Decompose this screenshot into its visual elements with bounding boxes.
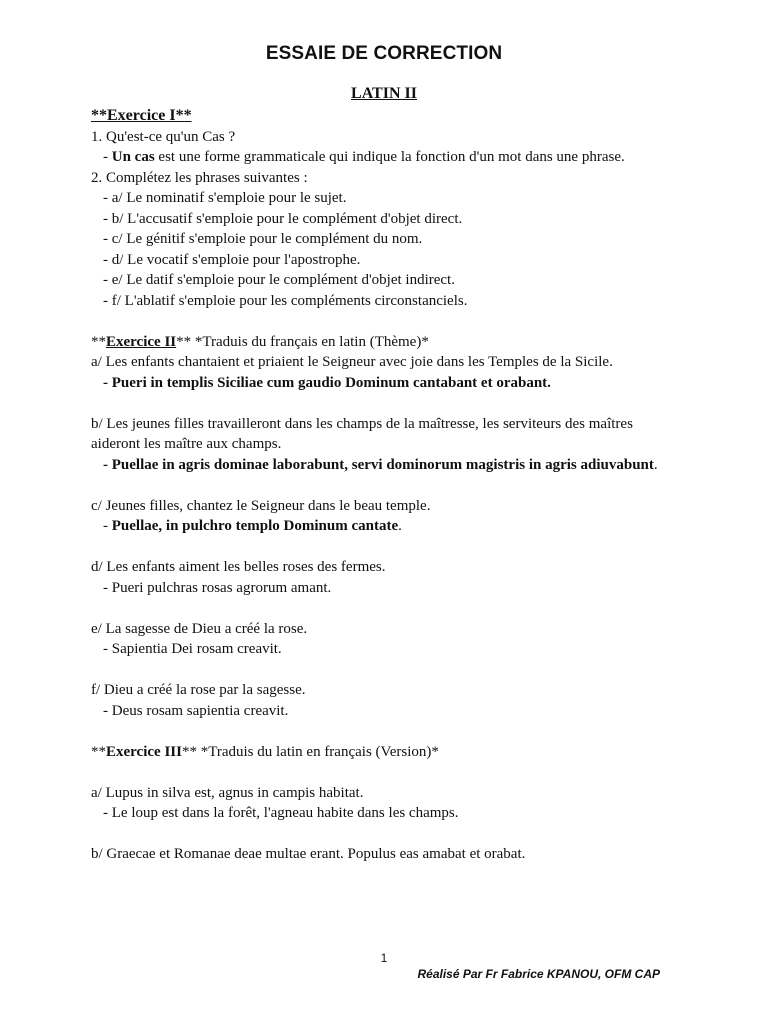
exercise-2-answer-d: - Pueri pulchras rosas agrorum amant. (103, 579, 332, 596)
answer-prefix: - (103, 518, 112, 534)
page-number: 1 (380, 951, 388, 965)
answer-period: . (398, 518, 402, 534)
exercise-2-question-f: f/ Dieu a créé la rose par la sagesse. (91, 682, 306, 698)
exercise-2-question-e: e/ La sagesse de Dieu a créé la rose. (91, 620, 308, 637)
exercise-3-question-b: b/ Graecae et Romanae deae multae erant. Populus eas amabat et orabat. (91, 846, 526, 862)
exercise-1-item: - f/ L'ablatif s'emploie pour les compléments circonstanciels. (103, 292, 468, 309)
exercise-1-item: - a/ Le nominatif s'emploie pour le sujet. (103, 190, 347, 206)
document-subtitle: LATIN II (351, 85, 417, 102)
author-footer: Réalisé Par Fr Fabrice KPANOU, OFM CAP (417, 967, 660, 981)
exercise-2-answer-a: - Pueri in templis Siciliae cum gaudio Dominum cantabant et orabant. (103, 374, 551, 391)
heading-label: Exercice III (106, 743, 182, 760)
exercise-1-question-1: 1. Qu'est-ce qu'un Cas ? (91, 128, 236, 145)
answer-definition: est une forme grammaticale qui indique la fonction d'un mot dans une phrase. (154, 149, 625, 165)
answer-term: Un cas (111, 149, 155, 165)
exercise-1-question-2: 2. Complétez les phrases suivantes : (91, 169, 308, 186)
exercise-2-answer-e: - Sapientia Dei rosam creavit. (103, 641, 282, 657)
exercise-1-item: - d/ Le vocatif s'emploie pour l'apostrophe. (103, 251, 361, 268)
exercise-3-answer-a: - Le loup est dans la forêt, l'agneau habite dans les champs. (103, 805, 459, 821)
exercise-1-item: - c/ Le génitif s'emploie pour le complément du nom. (103, 231, 423, 247)
exercise-1-answer-1 (91, 147, 681, 168)
heading-stars: ** (91, 333, 106, 350)
exercise-1-heading: **Exercice I** (91, 107, 192, 124)
document-body (91, 106, 681, 865)
heading-stars: ** (91, 743, 106, 760)
document-title: ESSAIE DE CORRECTION (265, 43, 503, 64)
exercise-3-question-a: a/ Lupus in silva est, agnus in campis habitat. (91, 784, 364, 801)
exercise-2-heading (91, 332, 681, 353)
answer-text: - Puellae in agris dominae laborabunt, servi dominorum magistris in agris adiuvabunt (103, 456, 654, 473)
exercise-1-item: - e/ Le datif s'emploie pour le complément d'objet indirect. (103, 272, 455, 288)
heading-instruction: ** *Traduis du latin en français (Version)* (181, 743, 439, 760)
exercise-2-answer-c (91, 516, 681, 537)
exercise-2-question-c: c/ Jeunes filles, chantez le Seigneur dans le beau temple. (91, 497, 431, 514)
heading-label: Exercice II (106, 333, 177, 350)
exercise-2-answer-b (91, 455, 681, 476)
exercise-3-heading (91, 742, 681, 763)
exercise-2-question-d: d/ Les enfants aiment les belles roses des fermes. (91, 559, 386, 575)
exercise-2-question-b: b/ Les jeunes filles travailleront dans les champs de la maîtresse, les serviteurs des maîtres aideront les maître aux champs. (91, 415, 637, 452)
heading-instruction: ** *Traduis du français en latin (Thème)* (176, 333, 429, 350)
exercise-1-item: - b/ L'accusatif s'emploie pour le complément d'objet direct. (103, 210, 463, 227)
answer-period: . (653, 456, 658, 473)
answer-text: Puellae, in pulchro templo Dominum cantate (111, 518, 399, 534)
exercise-2-question-a: a/ Les enfants chantaient et priaient le Seigneur avec joie dans les Temples de la Sicile. (91, 354, 613, 370)
answer-prefix: - (103, 149, 112, 165)
exercise-2-answer-f: - Deus rosam sapientia creavit. (103, 702, 289, 719)
